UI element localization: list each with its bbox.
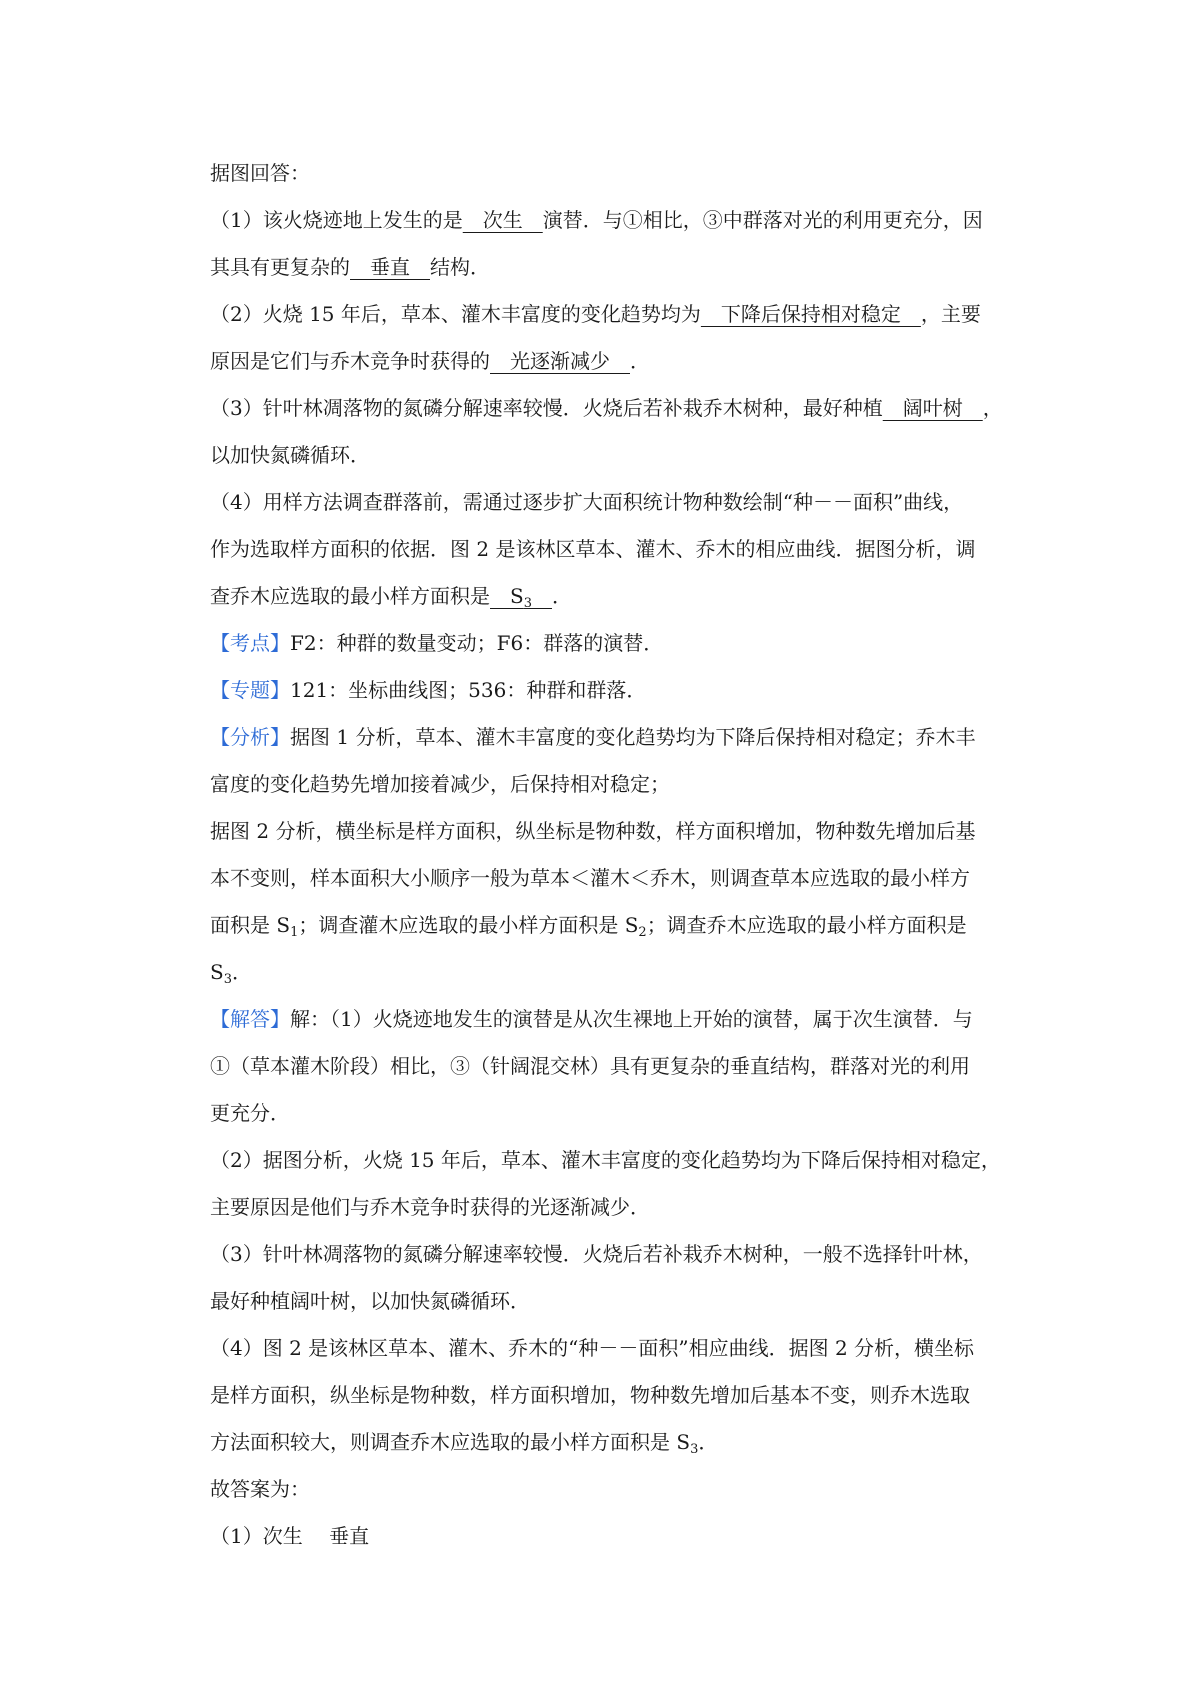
q1-text-d: 结构． xyxy=(430,255,490,279)
fenxi-6a: S xyxy=(210,960,224,984)
answer-blank-trend: 下降后保持相对稳定 xyxy=(700,302,921,326)
zhuanti-line xyxy=(210,667,1026,714)
question-4-line-1: （4）用样方法调查群落前，需通过逐步扩大面积统计物种数绘制“种－－面积”曲线， xyxy=(210,490,964,514)
fenxi-5-sub1: 1 xyxy=(290,925,299,940)
question-3-line-2: 以加快氮磷循环． xyxy=(210,443,370,467)
q3-text-b: ， xyxy=(982,396,1003,420)
jieda-line-9: 是样方面积，纵坐标是物种数，样方面积增加，物种数先增加后基本不变，则乔木选取 xyxy=(210,1383,970,1407)
jieda-10b: ． xyxy=(698,1430,719,1454)
jieda-line-6: （3）针叶林凋落物的氮磷分解速率较慢．火烧后若补栽乔木树种，一般不选择针叶林， xyxy=(210,1242,983,1266)
jieda-line-7: 最好种植阔叶树，以加快氮磷循环． xyxy=(210,1289,530,1313)
jieda-text-1: 解：（1）火烧迹地发生的演替是从次生裸地上开始的演替，属于次生演替．与 xyxy=(290,1007,973,1031)
q2-text-d: ． xyxy=(630,349,650,373)
intro-line: 据图回答： xyxy=(210,161,310,185)
jieda-line-5: 主要原因是他们与乔木竞争时获得的光逐渐减少． xyxy=(210,1195,650,1219)
kaodian-tag: 【考点】 xyxy=(210,631,290,655)
fenxi-line-2: 富度的变化趋势先增加接着减少，后保持相对稳定； xyxy=(210,772,670,796)
jieda-line-8: （4）图 2 是该林区草本、灌木、乔木的“种－－面积”相应曲线．据图 2 分析，横坐标 xyxy=(210,1336,975,1360)
question-1-line-1 xyxy=(210,197,1026,244)
fenxi-5b: ；调查灌木应选取的最小样方面积是 S xyxy=(298,913,639,937)
answer-blank-s3-sub: 3 xyxy=(523,596,532,611)
fenxi-line-1 xyxy=(210,714,1026,761)
fenxi-6-sub: 3 xyxy=(223,972,232,987)
jieda-line-10 xyxy=(210,1419,1026,1466)
zhuanti-text: 121：坐标曲线图；536：种群和群落． xyxy=(290,678,647,702)
kaodian-text: F2：种群的数量变动；F6：群落的演替． xyxy=(290,631,664,655)
answer-blank-light: 光逐渐减少 xyxy=(490,349,630,373)
question-2-line-2 xyxy=(210,338,1026,385)
question-4-line-2: 作为选取样方面积的依据．图 2 是该林区草本、灌木、乔木的相应曲线．据图分析，调 xyxy=(210,537,976,561)
jieda-line-2: ①（草本灌木阶段）相比，③（针阔混交林）具有更复杂的垂直结构，群落对光的利用 xyxy=(210,1054,970,1078)
q4-text-c: 查乔木应选取的最小样方面积是 xyxy=(210,584,490,608)
q2-text-b: ，主要 xyxy=(920,302,981,326)
fenxi-text-1: 据图 1 分析，草本、灌木丰富度的变化趋势均为下降后保持相对稳定；乔木丰 xyxy=(290,725,976,749)
q1-text-c: 其具有更复杂的 xyxy=(210,255,350,279)
jieda-10-sub: 3 xyxy=(690,1442,699,1457)
fenxi-line-4: 本不变则，样本面积大小顺序一般为草本＜灌木＜乔木，则调查草本应选取的最小样方 xyxy=(210,866,970,890)
fenxi-5a: 面积是 S xyxy=(210,913,291,937)
question-1-line-2 xyxy=(210,244,1026,291)
q3-text-a: （3）针叶林凋落物的氮磷分解速率较慢．火烧后若补栽乔木树种，最好种植 xyxy=(210,396,883,420)
q1-text-b: 演替．与①相比，③中群落对光的利用更充分，因 xyxy=(542,208,983,232)
fenxi-tag: 【分析】 xyxy=(210,725,290,749)
fenxi-6b: ． xyxy=(231,960,252,984)
q2-text-a: （2）火烧 15 年后，草本、灌木丰富度的变化趋势均为 xyxy=(210,302,701,326)
question-4-line-3 xyxy=(210,573,1026,620)
jieda-line-1 xyxy=(210,996,1026,1043)
answer-line-1: （1）次生 垂直 xyxy=(210,1524,370,1548)
answer-blank-broadleaf: 阔叶树 xyxy=(882,396,983,420)
fenxi-5c: ；调查乔木应选取的最小样方面积是 xyxy=(646,913,967,937)
answer-intro: 故答案为： xyxy=(210,1477,310,1501)
answer-blank-s3-letter: S xyxy=(490,584,524,608)
jieda-10a: 方法面积较大，则调查乔木应选取的最小样方面积是 S xyxy=(210,1430,691,1454)
fenxi-line-3: 据图 2 分析，横坐标是样方面积，纵坐标是物种数，样方面积增加，物种数先增加后基 xyxy=(210,819,976,843)
zhuanti-tag: 【专题】 xyxy=(210,678,290,702)
question-2-line-1 xyxy=(210,291,1026,338)
jieda-line-4: （2）据图分析，火烧 15 年后，草本、灌木丰富度的变化趋势均为下降后保持相对稳定， xyxy=(210,1148,1001,1172)
jieda-line-3: 更充分． xyxy=(210,1101,290,1125)
answer-blank-s3 xyxy=(490,584,552,611)
answer-blank-secondary: 次生 xyxy=(462,208,543,232)
fenxi-5-sub2: 2 xyxy=(638,925,647,940)
jieda-tag: 【解答】 xyxy=(210,1007,290,1031)
fenxi-line-6 xyxy=(210,949,1026,996)
document-page xyxy=(210,150,1026,1560)
fenxi-line-5 xyxy=(210,902,1026,949)
q1-text-a: （1）该火烧迹地上发生的是 xyxy=(210,208,463,232)
kaodian-line xyxy=(210,620,1026,667)
q4-text-d: ． xyxy=(551,584,572,608)
answer-blank-vertical: 垂直 xyxy=(350,255,430,279)
answer-blank-s3-end xyxy=(532,584,552,608)
q2-text-c: 原因是它们与乔木竞争时获得的 xyxy=(210,349,490,373)
question-3-line-1 xyxy=(210,385,1026,432)
